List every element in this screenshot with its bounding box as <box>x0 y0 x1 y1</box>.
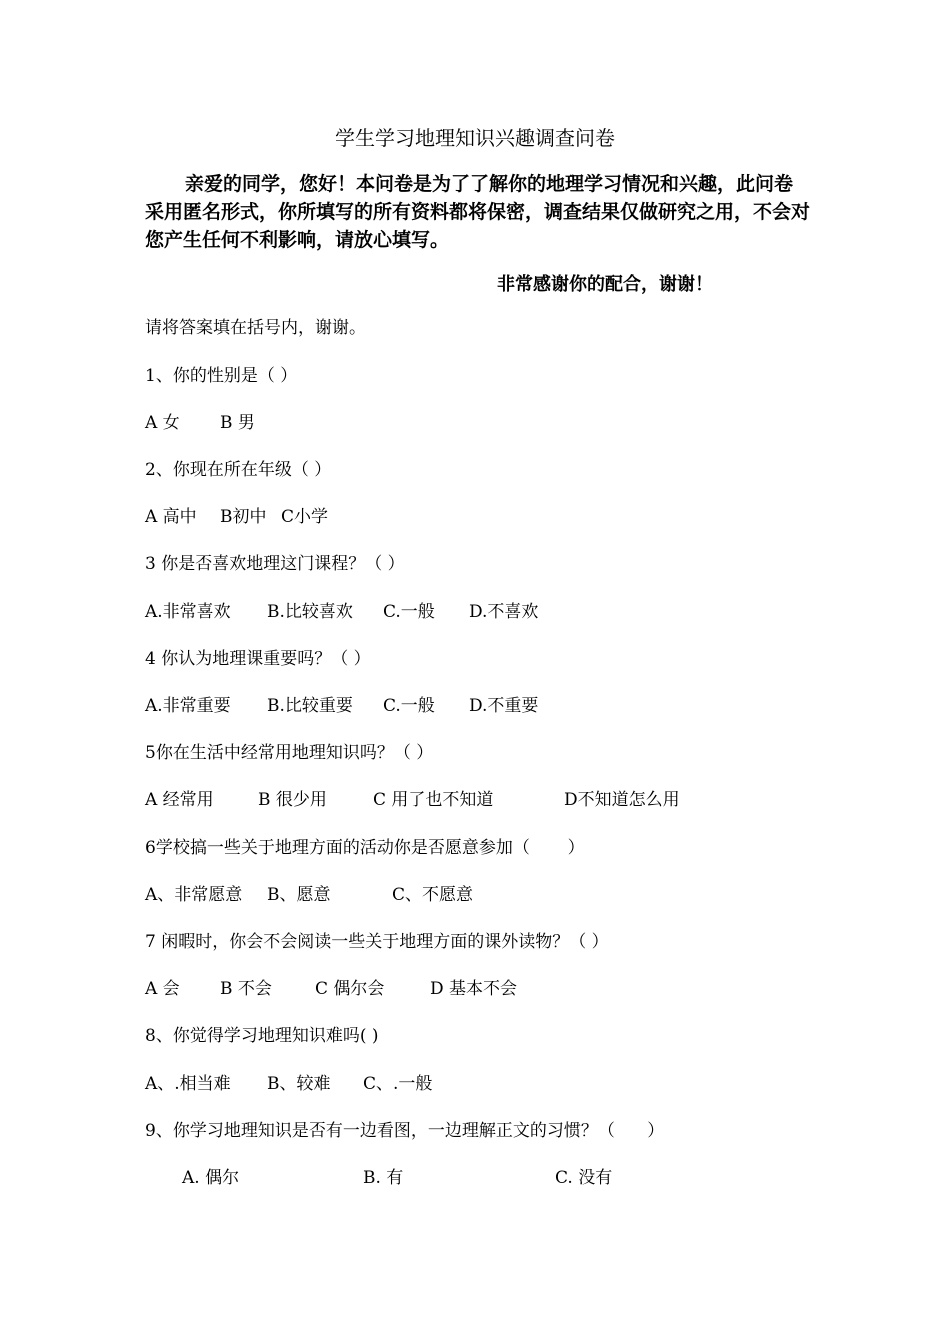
options-2 <box>145 505 845 529</box>
option-6c: C、不愿意 <box>392 885 474 905</box>
option-5b: B 很少用 <box>258 790 327 810</box>
page-title: 学生学习地理知识兴趣调查问卷 <box>335 126 615 150</box>
option-9b: B. 有 <box>363 1168 404 1188</box>
option-3c: C.一般 <box>383 602 435 622</box>
option-2c: C小学 <box>281 507 329 527</box>
option-6b: B、愿意 <box>267 885 331 905</box>
option-1b: B 男 <box>220 413 255 433</box>
option-5c: C 用了也不知道 <box>373 790 494 810</box>
option-7a: A 会 <box>145 979 180 999</box>
options-9 <box>145 1166 845 1190</box>
options-1 <box>145 411 845 435</box>
option-7d: D 基本不会 <box>430 979 518 999</box>
option-3d: D.不喜欢 <box>469 602 539 622</box>
question-6: 6学校搞一些关于地理方面的活动你是否愿意参加（ ） <box>145 838 585 858</box>
intro-text: 亲爱的同学，您好！本问卷是为了了解你的地理学习情况和兴趣，此问卷采用匿名形式，你所填写的所有资料都将保密，调查结果仅做研究之用，不会对您产生任何不利影响，请放心填写。 <box>145 173 811 251</box>
options-8 <box>145 1072 845 1096</box>
option-3b: B.比较喜欢 <box>267 602 353 622</box>
options-5 <box>145 788 845 812</box>
option-3a: A.非常喜欢 <box>145 602 231 622</box>
question-3: 3 你是否喜欢地理这门课程？（ ） <box>145 554 405 574</box>
option-7c: C 偶尔会 <box>315 979 385 999</box>
question-9: 9、你学习地理知识是否有一边看图，一边理解正文的习惯？（ ） <box>145 1121 665 1141</box>
thanks-note: 非常感谢你的配合，谢谢！ <box>497 274 713 295</box>
option-2a: A 高中 <box>145 507 197 527</box>
option-4a: A.非常重要 <box>145 696 231 716</box>
option-8a: A、.相当难 <box>145 1074 231 1094</box>
option-9c: C. 没有 <box>555 1168 613 1188</box>
instruction-text: 请将答案填在括号内，谢谢。 <box>145 318 366 338</box>
options-4 <box>145 694 845 718</box>
option-4b: B.比较重要 <box>267 696 353 716</box>
option-5d: D不知道怎么用 <box>564 790 680 810</box>
question-1: 1、你的性别是（ ） <box>145 366 298 386</box>
option-2b: B初中 <box>220 507 267 527</box>
option-4d: D.不重要 <box>469 696 539 716</box>
option-8b: B、较难 <box>267 1074 331 1094</box>
option-7b: B 不会 <box>220 979 272 999</box>
question-4: 4 你认为地理课重要吗？（ ） <box>145 649 371 669</box>
option-1a: A 女 <box>145 413 180 433</box>
question-5: 5你在生活中经常用地理知识吗？（ ） <box>145 743 434 763</box>
options-7 <box>145 977 845 1001</box>
option-9a: A. 偶尔 <box>182 1168 240 1188</box>
options-6 <box>145 883 845 907</box>
option-4c: C.一般 <box>383 696 435 716</box>
option-8c: C、.一般 <box>363 1074 433 1094</box>
option-6a: A、非常愿意 <box>145 885 243 905</box>
question-7: 7 闲暇时，你会不会阅读一些关于地理方面的课外读物？（ ） <box>145 932 609 952</box>
question-8: 8、你觉得学习地理知识难吗( ) <box>145 1026 379 1046</box>
option-5a: A 经常用 <box>145 790 214 810</box>
options-3 <box>145 600 845 624</box>
question-2: 2、你现在所在年级（ ） <box>145 460 332 480</box>
intro-paragraph <box>145 170 810 254</box>
